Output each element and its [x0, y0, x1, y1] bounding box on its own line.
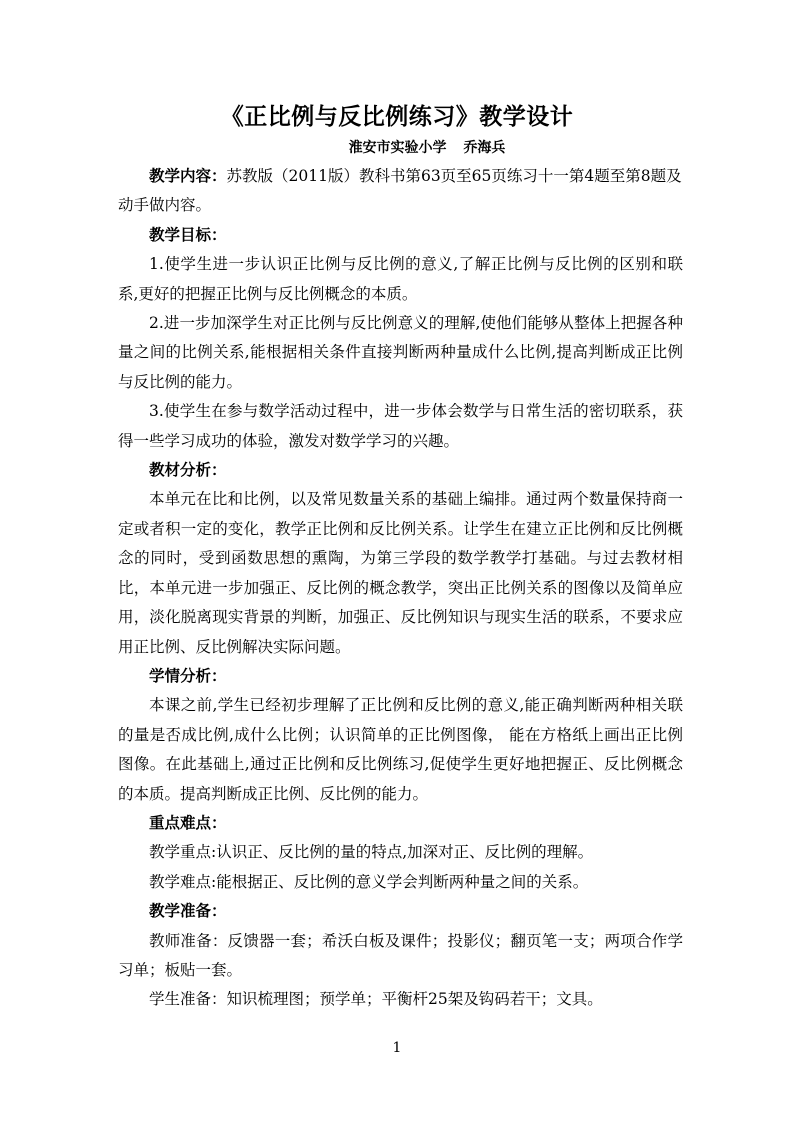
teaching-goals-heading: 教学目标： — [149, 225, 227, 244]
teaching-content-paragraph — [118, 162, 683, 221]
document-body — [118, 162, 683, 1015]
key-point: 教学重点:认识正、反比例的量的特点,加深对正、反比例的理解。 — [149, 843, 594, 862]
student-preparation: 学生准备：知识梳理图；预学单；平衡杆25架及钩码若干；文具。 — [149, 990, 603, 1009]
document-title: 《正比例与反比例练习》教学设计 — [220, 104, 574, 130]
teaching-content-label: 教学内容： — [149, 167, 227, 185]
author-name: 乔海兵 — [463, 140, 506, 156]
page-number: 1 — [392, 1040, 402, 1056]
goal-2: 2.进一步加深学生对正比例与反比例意义的理解,使他们能够从整体上把握各种量之间的比例关系,能根据相关条件直接判断两种量成什么比例,提高判断成正比例与反比例的能力。 — [118, 314, 683, 391]
school-name: 淮安市实验小学 — [348, 140, 447, 156]
author-line — [0, 138, 794, 158]
key-difficult-heading: 重点难点： — [149, 813, 227, 832]
student-analysis-text: 本课之前,学生已经初步理解了正比例和反比例的意义,能正确判断两种相关联的量是否成比例,成什么比例；认识简单的正比例图像， 能在方格纸上画出正比例图像。在此基础上,通过正比例和反比例练习,促使学生更好地把握正、反比例概念的本质。提高判断成正比例、反比例的能力。 — [118, 696, 683, 803]
teaching-content-text: 苏教版（2011版）教科书第63页至65页练习十一第4题至第8题及动手做内容。 — [118, 167, 682, 215]
teacher-preparation: 教师准备：反馈器一套；希沃白板及课件；投影仪；翻页笔一支；两项合作学习单；板贴一套。 — [118, 931, 683, 979]
material-analysis-heading: 教材分析： — [149, 461, 227, 480]
material-analysis-text: 本单元在比和比例，以及常见数量关系的基础上编排。通过两个数量保持商一定或者积一定的变化，教学正比例和反比例关系。让学生在建立正比例和反比例概念的同时，受到函数思想的熏陶，为第三学段的数学教学打基础。与过去教材相比，本单元进一步加强正、反比例的概念教学，突出正比例关系的图像以及简单应用，淡化脱离现实背景的判断，加强正、反比例知识与现实生活的联系，不要求应用正比例、反比例解决实际问题。 — [118, 490, 683, 656]
preparation-heading: 教学准备： — [149, 902, 227, 921]
student-analysis-heading: 学情分析： — [149, 666, 227, 685]
goal-3: 3.使学生在参与数学活动过程中，进一步体会数学与日常生活的密切联系，获得一些学习成功的体验，激发对数学学习的兴趣。 — [118, 402, 683, 450]
difficult-point: 教学难点:能根据正、反比例的意义学会判断两种量之间的关系。 — [149, 872, 589, 891]
goal-1: 1.使学生进一步认识正比例与反比例的意义,了解正比例与反比例的区别和联系,更好的把握正比例与反比例概念的本质。 — [118, 255, 683, 303]
